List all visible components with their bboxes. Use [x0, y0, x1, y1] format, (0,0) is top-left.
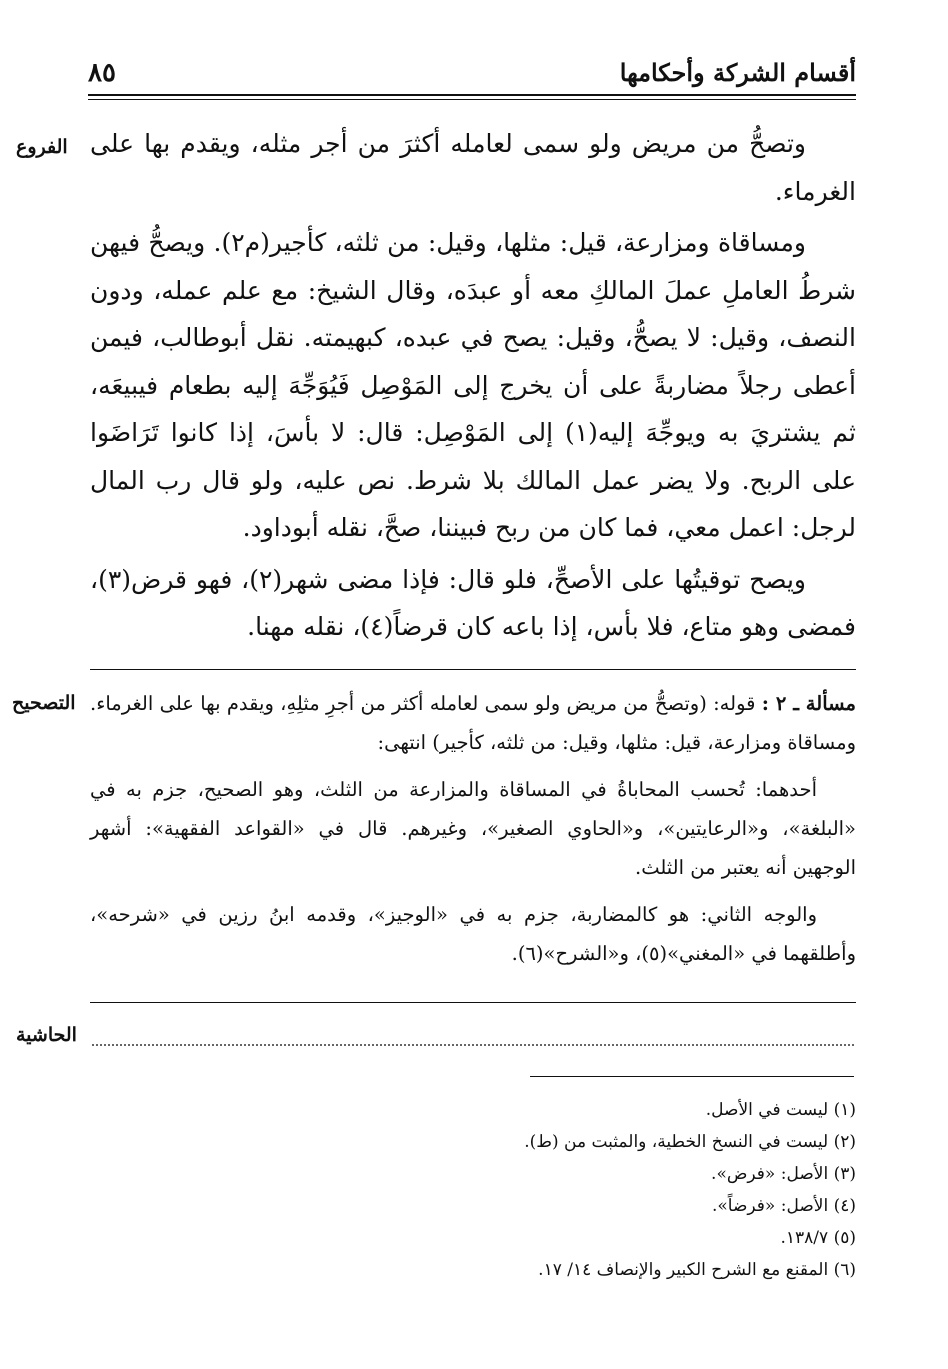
masala-label: مسألة ـ ٢ : [761, 692, 856, 715]
header-rule-thin [88, 99, 856, 100]
footnote: (١) ليست في الأصل. [705, 1100, 856, 1120]
section-divider [90, 669, 856, 670]
margin-label-furu: الفروع [16, 136, 68, 158]
tashih-question [90, 684, 856, 762]
running-title: أقسام الشركة وأحكامها [619, 58, 856, 87]
hashiya-dotted-line [92, 1044, 854, 1046]
masala-quote: قوله: (وتصحُّ من مريض ولو سمى لعامله أكثر من أجرِ مثلِهِ، ويقدم بها على الغرماء. ومساقاة ومزارعة، قيل: مثلها، وقيل: من ثلثه، كأجير) انتهى: [90, 692, 856, 754]
tashih-section [90, 684, 856, 981]
footnote: (٣) الأصل: «فرض». [711, 1164, 856, 1184]
tashih-paragraph-2: والوجه الثاني: هو كالمضاربة، جزم به في «الوجيز»، وقدمه ابنُ رزين في «شرحه»، وأطلقهما في «المغني»(٥)، و«الشرح»(٦). [90, 903, 856, 965]
footnote: (٢) ليست في النسخ الخطية، والمثبت من (ط). [524, 1132, 856, 1152]
footnote: (٤) الأصل: «فرضاً». [711, 1196, 856, 1216]
header-rule [88, 94, 856, 96]
main-text [90, 120, 856, 655]
main-paragraph-1: وتصحُّ من مريض ولو سمى لعامله أكثرَ من أجر مثله، ويقدم بها على الغرماء. [90, 129, 856, 206]
footnote-rule [530, 1076, 854, 1077]
margin-label-tashih: التصحيح [12, 692, 76, 714]
margin-label-hashiya: الحاشية [16, 1024, 77, 1046]
section-divider-2 [90, 1002, 856, 1003]
main-paragraph-2: ومساقاة ومزارعة، قيل: مثلها، وقيل: من ثلثه، كأجير(م٢). ويصحُّ فيهن شرطُ العاملِ عملَ المالكِ معه أو عبدَه، وقال الشيخ: مع علم عمله، ودون النصف، وقيل: لا يصحُّ، وقيل: يصح في عبده، كبهيمته. نقل أبوطالب، فيمن أعطى رجلاً مضاربةً على أن يخرج إلى المَوْصِل فَيُوَجِّهَ إليه بطعام فيبيعَه، ثم يشتريَ به ويوجِّهَ إليه(١) إلى المَوْصِل: قال: لا بأسَ، إذا كانوا تَرَاضَوا على الربح. ولا يضر عمل المالك بلا شرط. نص عليه، ولو قال رب المال لرجل: اعمل معي، فما كان من ربح فبيننا، صحَّ، نقله أبوداود. [90, 228, 857, 542]
page-number: ٨٥ [88, 58, 116, 88]
footnotes [96, 1094, 856, 1286]
tashih-paragraph-1: أحدهما: تُحسب المحاباةُ في المساقاة والمزارعة من الثلث، وهو الصحيح، جزم به في «البلغة»، و«الرعايتين»، و«الحاوي الصغير»، وغيرهم. قال في «القواعد الفقهية»: أشهر الوجهين أنه يعتبر من الثلث. [90, 778, 856, 879]
footnote: (٥) ١٣٨/٧. [780, 1228, 856, 1248]
main-paragraph-3: ويصح توقيتُها على الأصحِّ، فلو قال: فإذا مضى شهر(٢)، فهو قرض(٣)، فمضى وهو متاع، فلا بأس، إذا باعه كان قرضاً(٤)، نقله مهنا. [90, 564, 856, 641]
footnote: (٦) المقنع مع الشرح الكبير والإنصاف ١٤/ ١٧. [538, 1260, 856, 1280]
